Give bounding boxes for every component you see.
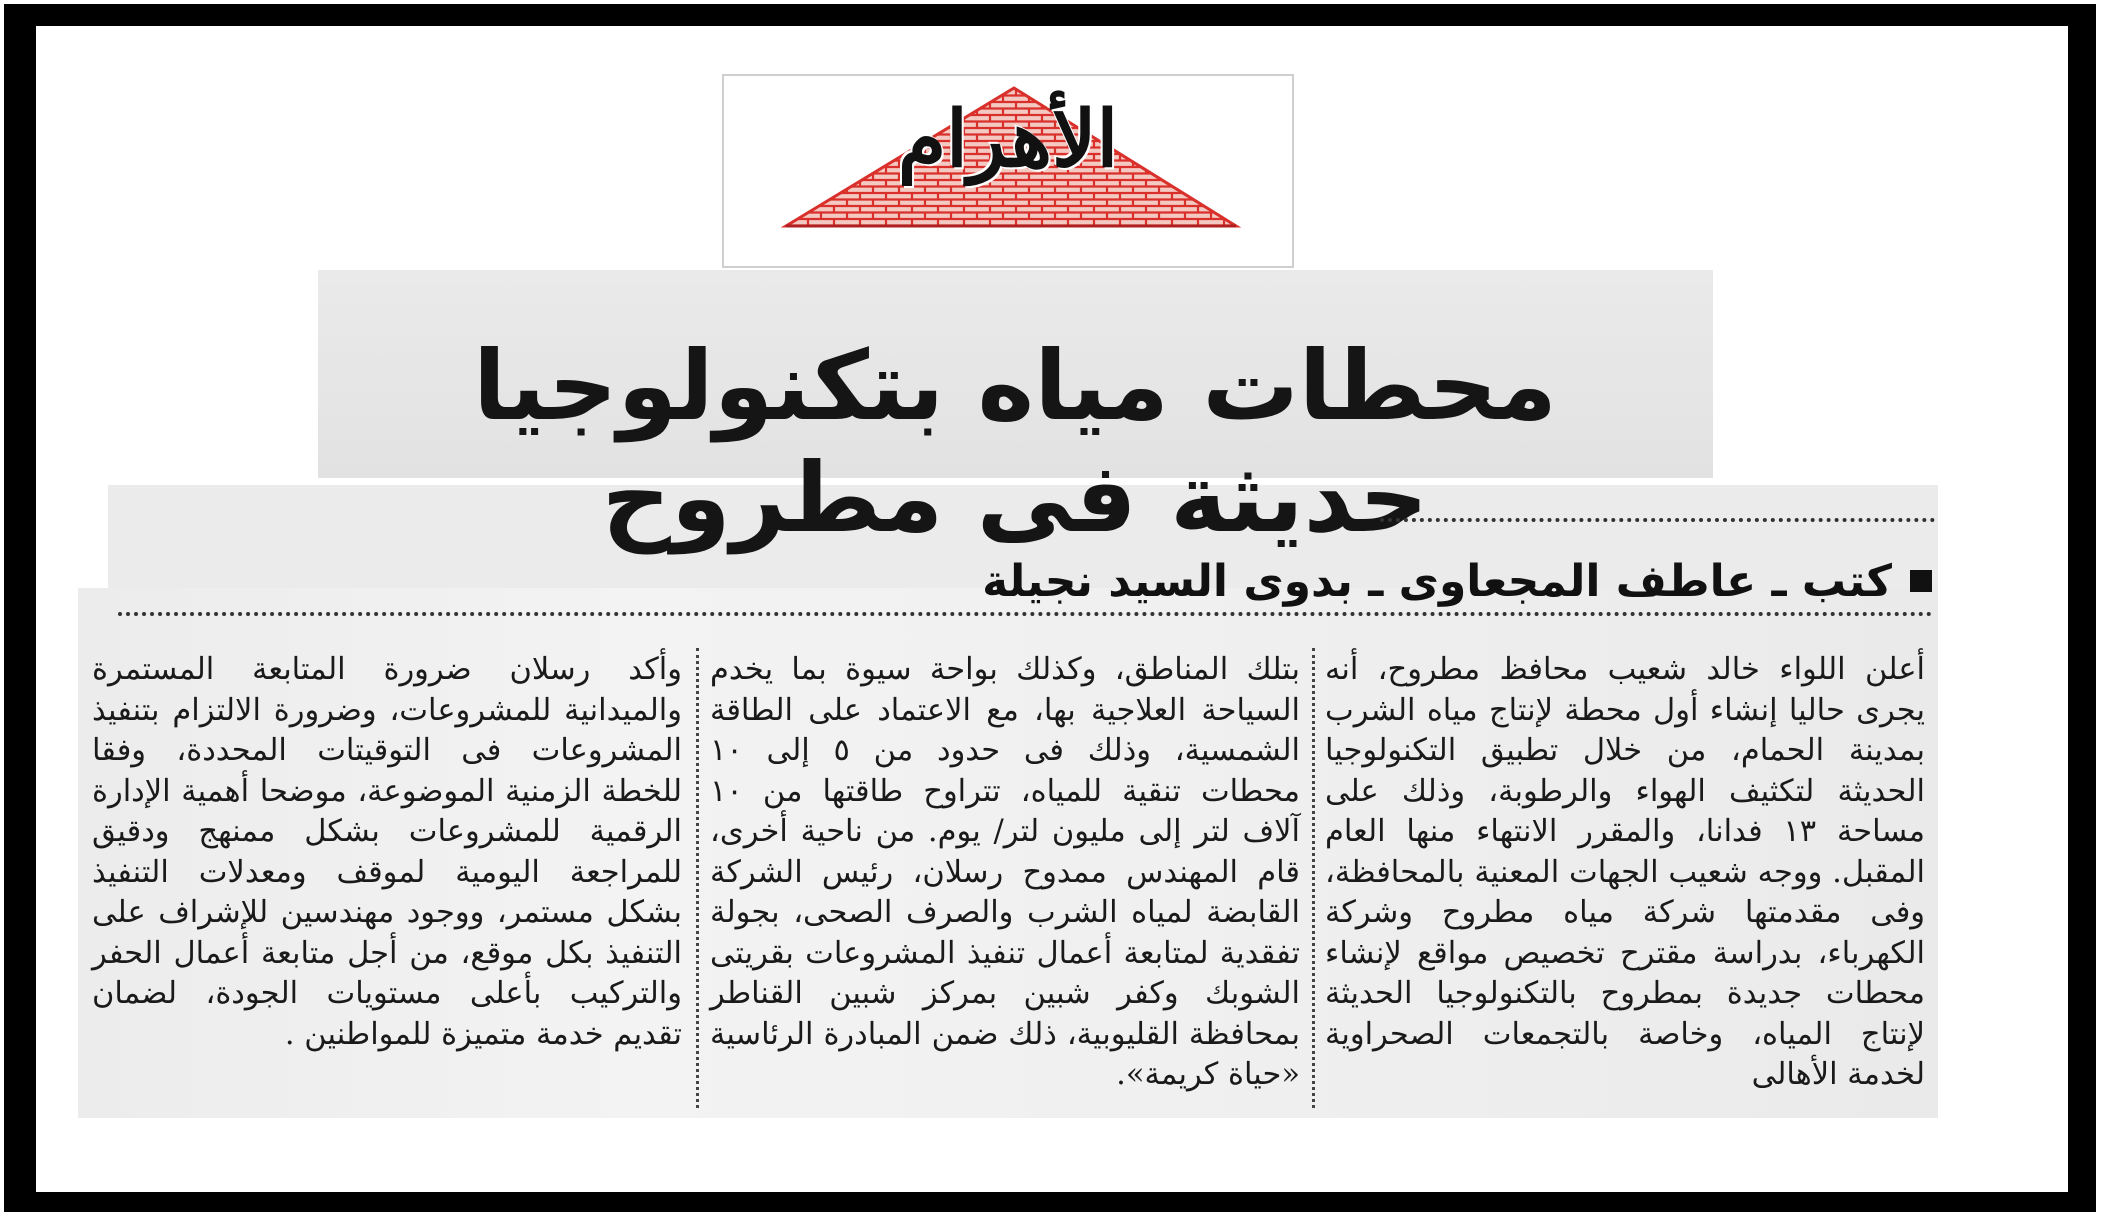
column-middle-text: بتلك المناطق، وكذلك بواحة سيوة بما يخدم السياحة العلاجية بها، مع الاعتماد على الطاقة الشمسية، وذلك فى حدود من ٥ إلى ١٠ محطات تنقية للمياه، تتراوح طاقتها من ١٠ آلاف لتر إلى مليون لتر/ يوم. من ناحية أخرى، قام المهندس ممدوح رسلان، رئيس الشركة القابضة لمياه الشرب والصرف الصحى، بجولة تفقدية لمتابعة أعمال تنفيذ المشروعات بقريتى الشوبك وكفر شبين بمركز شبين القناطر بمحافظة القليوبية، ذلك ضمن المبادرة الرئاسية «حياة كريمة». [710, 652, 1300, 1092]
column-right-text: أعلن اللواء خالد شعيب محافظ مطروح، أنه يجرى حاليا إنشاء أول محطة لإنتاج مياه الشرب بمدينة الحمام، من خلال تطبيق التكنولوجيا الحديثة لتكثيف الهواء والرطوبة، وذلك على مساحة ١٣ فدانا، والمقرر الانتهاء منها العام المقبل. ووجه شعيب الجهات المعنية بالمحافظة، وفى مقدمتها شركة مياه مطروح وشركة الكهرباء، بدراسة مقترح تخصيص مواقع لإنشاء محطات جديدة بمطروح بالتكنولوجيا الحديثة لإنتاج المياه، وخاصة بالتجمعات الصحراوية لخدمة الأهالى [1325, 652, 1925, 1092]
article-column-left [92, 650, 682, 1055]
column-divider [1312, 648, 1315, 1108]
column-left-text: وأكد رسلان ضرورة المتابعة المستمرة والميدانية للمشروعات، وضرورة الالتزام بتنفيذ المشروعات فى التوقيتات المحددة، وفقا للخطة الزمنية الموضوعة، موضحا أهمية الإدارة الرقمية للمشروعات بشكل ممنهج ودقيق للمراجعة اليومية لموقف ومعدلات التنفيذ بشكل مستمر، ووجود مهندسين للإشراف على التنفيذ بكل موقع، من أجل متابعة أعمال الحفر والتركيب بأعلى مستويات الجودة، لضمان تقديم خدمة متميزة للمواطنين . [92, 652, 682, 1052]
article-column-middle [710, 650, 1300, 1096]
article-headline: محطات مياه بتكنولوجيا حديثة فى مطروح [473, 330, 1557, 554]
article-column-right [1325, 650, 1925, 1096]
masthead-logo [722, 74, 1294, 268]
square-bullet-icon [1910, 570, 1932, 592]
column-divider [696, 648, 699, 1108]
article-byline: كتب ـ عاطف المجعاوى ـ بدوى السيد نجيلة [982, 555, 1892, 607]
byline-row [118, 548, 1938, 614]
masthead-title: الأهرام [897, 94, 1119, 185]
byline-bottom-divider [118, 612, 1933, 616]
byline-top-divider [1380, 518, 1935, 522]
